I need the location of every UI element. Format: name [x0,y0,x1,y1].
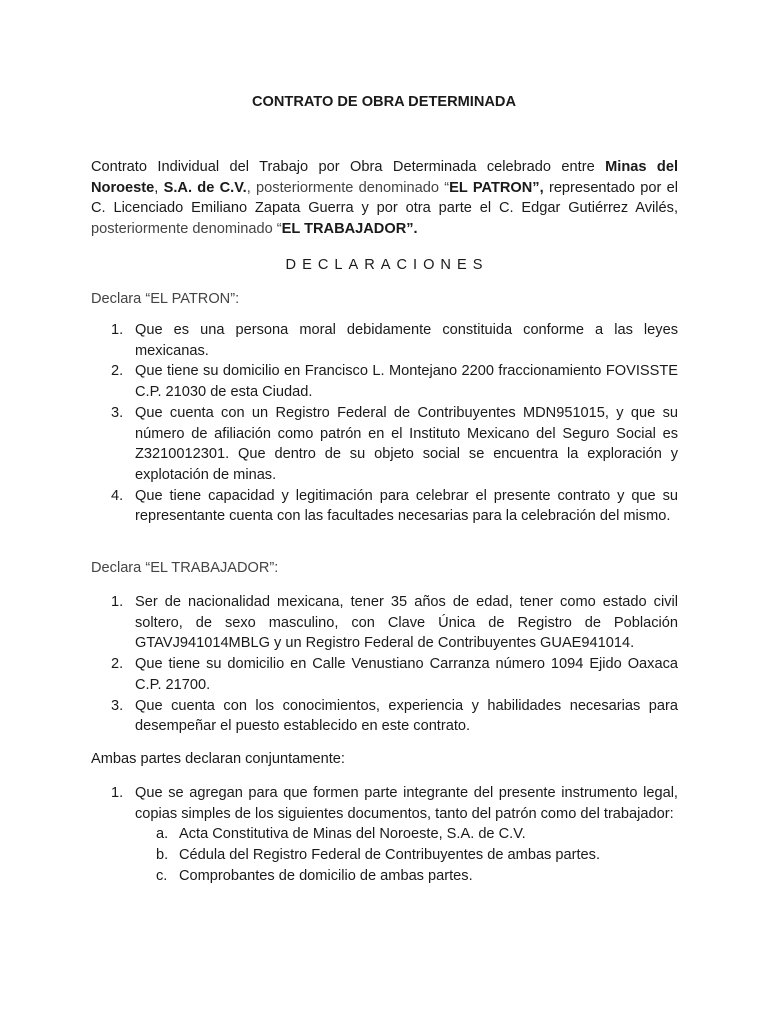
list-number: 3. [111,404,124,421]
list-item [91,592,678,654]
trabajador-declaration-label: Declara “EL TRABAJADOR”: [91,560,279,576]
list-number: 2. [111,363,124,380]
company-type: S.A. de C.V. [163,179,247,196]
list-number: 1. [111,322,124,338]
list-number: 1. [111,594,124,610]
list-number: 2. [111,656,124,673]
sublist-item-text: Comprobantes de domicilio de ambas partes. [179,867,473,884]
intro-text-2: , posteriormente denominado “ [246,179,450,196]
list-item-text: Ser de nacionalidad mexicana, tener 35 años de edad, tener como estado civil soltero, de sexo masculino, con Clave Única de Registro de Población GTAVJ941014MBLG y un Registro Federal de Contribuyentes GUAE941014. [135,594,678,652]
list-item [91,783,678,887]
intro-text-4: posteriormente denominado “ [91,221,282,238]
list-item-text: Que tiene su domicilio en Francisco L. Montejano 2200 fraccionamiento FOVISSTE C.P. 21030 de esta Ciudad. [135,363,678,401]
list-number: 4. [111,487,124,504]
sublist-item [135,824,678,845]
list-item-text: Que es una persona moral debidamente constituida conforme a las leyes mexicanas. [135,322,678,359]
list-item-text: Que tiene su domicilio en Calle Venustiano Carranza número 1094 Ejido Oaxaca C.P. 21700. [135,656,678,693]
company-name: Minas del Noroeste [91,159,679,196]
list-item-text: Que cuenta con los conocimientos, experiencia y habilidades necesarias para desempeñar el puesto establecido en este contrato. [135,697,678,735]
intro-sep: , [154,179,164,196]
document-title: CONTRATO DE OBRA DETERMINADA [251,94,517,110]
list-item [91,320,678,361]
list-item [91,696,678,737]
documents-sublist [135,824,678,886]
list-item-text: Que cuenta con un Registro Federal de Contribuyentes MDN951015, y que su número de afiliación como patrón en el Instituto Mexicano del Seguro Social es Z3210012301. Que dentro de su objeto social se encuentra la exploración y explotación de minas. [135,404,678,483]
sublist-item-text: Acta Constitutiva de Minas del Noroeste, S.A. de C.V. [179,826,526,843]
sublist-letter: a. [156,826,169,843]
ambas-declarations-list [91,783,678,887]
list-number: 3. [111,697,124,714]
trabajador-term: EL TRABAJADOR”. [281,221,418,238]
list-item [91,654,678,695]
intro-text-3: representado por el C. Licenciado Emiliano Zapata Guerra y por otra parte el C. Edgar Gutiérrez Avilés, [91,179,678,217]
intro-paragraph [91,157,678,240]
sublist-item [135,845,678,866]
list-item-text: Que se agregan para que formen parte integrante del presente instrumento legal, copias simples de los siguientes documentos, tanto del patrón como del trabajador: [135,785,678,822]
sublist-item [135,866,678,887]
patron-term: EL PATRON”, [449,179,544,196]
ambas-declaration-label: Ambas partes declaran conjuntamente: [91,751,345,767]
patron-declaration-label: Declara “EL PATRON”: [91,291,240,307]
declaraciones-heading: DECLARACIONES [285,257,489,273]
patron-declarations-list [91,320,678,527]
list-item [91,486,678,527]
sublist-item-text: Cédula del Registro Federal de Contribuyentes de ambas partes. [179,847,601,864]
trabajador-declarations-list [91,592,678,737]
sublist-letter: c. [156,867,168,884]
list-item [91,403,678,486]
list-item-text: Que tiene capacidad y legitimación para celebrar el presente contrato y que su representante cuenta con las facultades necesarias para la celebración del mismo. [135,487,678,525]
intro-text-1: Contrato Individual del Trabajo por Obra Determinada celebrado entre [91,159,606,175]
list-number: 1. [111,785,124,801]
list-item [91,361,678,402]
sublist-letter: b. [156,847,169,864]
